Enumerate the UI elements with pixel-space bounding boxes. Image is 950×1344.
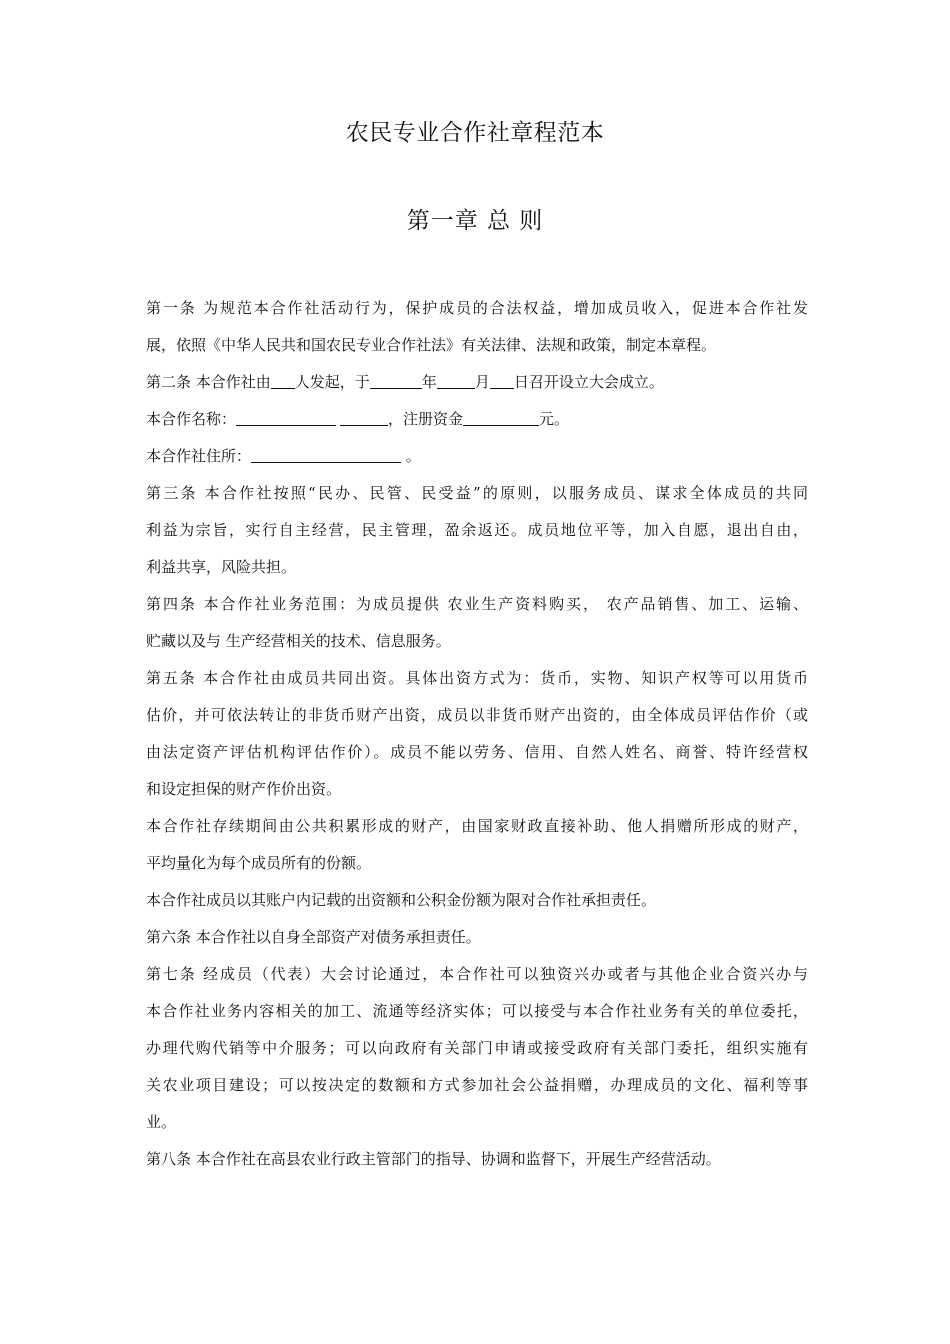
article-7-line-3: 办理代购代销等中介服务；可以向政府有关部门申请或接受政府有关部门委托，组织实施有 (146, 1039, 808, 1057)
article-2-text-c: 年 (421, 373, 437, 391)
article-3-line-2: 利益为宗旨，实行自主经营，民主管理，盈余返还。成员地位平等，加入自愿，退出自由， (146, 521, 808, 539)
article-3-line-3: 利益共享，风险共担。 (146, 558, 297, 576)
liability-paragraph: 本合作社成员以其账户内记载的出资额和公积金份额为限对合作社承担责任。 (146, 891, 657, 909)
blank-initiator-count (271, 373, 295, 389)
article-7-line-5: 业。 (146, 1113, 177, 1131)
article-3-line-1: 第三条 本合作社按照“民办、民管、民受益”的原则，以服务成员、谋求全体成员的共同 (146, 484, 808, 502)
property-paragraph-line-1: 本合作社存续期间由公共积累形成的财产，由国家财政直接补助、他人捐赠所形成的财产， (146, 817, 808, 835)
article-6-line: 第六条 本合作社以自身全部资产对债务承担责任。 (146, 928, 481, 946)
cooperative-address-label: 本合作社住所： (146, 447, 252, 465)
article-5-line-3: 由法定资产评估机构评估作价）。成员不能以劳务、信用、自然人姓名、商誉、特许经营权 (146, 743, 808, 761)
document-title: 农民专业合作社章程范本 (345, 120, 605, 146)
article-4-line-1: 第四条 本合作社业务范围：为成员提供 农业生产资料购买， 农产品销售、加工、运输、 (146, 595, 808, 613)
cooperative-name-label: 本合作名称： (146, 410, 237, 428)
article-7-line-2: 本合作社业务内容相关的加工、流通等经济实体；可以接受与本合作社业务有关的单位委托， (146, 1002, 808, 1020)
article-2-line (146, 364, 808, 401)
blank-day (490, 373, 514, 389)
cooperative-name-line (146, 401, 808, 438)
chapter-title: 第一章 总 则 (406, 208, 544, 234)
property-paragraph-line-2: 平均量化为每个成员所有的份额。 (146, 854, 372, 872)
article-7-line-1: 第七条 经成员（代表）大会讨论通过，本合作社可以独资兴办或者与其他企业合资兴办与 (146, 965, 808, 983)
document-body (146, 290, 808, 1178)
blank-cooperative-address (251, 447, 401, 463)
registered-capital-label: ，注册资金 (388, 410, 464, 428)
blank-cooperative-name-2 (340, 410, 388, 426)
registered-capital-unit: 元。 (539, 410, 570, 428)
article-2-text-d: 月 (474, 373, 490, 391)
article-1-line-2: 展，依照《中华人民共和国农民专业合作社法》有关法律、法规和政策，制定本章程。 (146, 336, 717, 354)
article-1-line-1: 第一条 为规范本合作社活动行为，保护成员的合法权益，增加成员收入，促进本合作社发 (146, 299, 808, 317)
cooperative-address-line (146, 438, 808, 475)
article-8-line: 第八条 本合作社在高县农业行政主管部门的指导、协调和监督下，开展生产经营活动。 (146, 1150, 721, 1168)
article-5-line-4: 和设定担保的财产作价出资。 (146, 780, 342, 798)
article-2-text-a: 第二条 本合作社由 (146, 373, 271, 391)
article-5-line-2: 估价，并可依法转让的非货币财产出资，成员以非货币财产出资的，由全体成员评估作价（或 (146, 706, 808, 724)
blank-year (370, 373, 422, 389)
article-7-line-4: 关农业项目建设；可以按决定的数额和方式参加社会公益捐赠，办理成员的文化、福利等事 (146, 1076, 808, 1094)
blank-month (437, 373, 475, 389)
article-2-text-b: 人发起，于 (294, 373, 370, 391)
cooperative-address-end: 。 (401, 447, 421, 465)
article-4-line-2: 贮藏以及与 生产经营相关的技术、信息服务。 (146, 632, 451, 650)
blank-registered-capital (463, 410, 539, 426)
article-2-text-e: 日召开设立大会成立。 (513, 373, 664, 391)
blank-cooperative-name (236, 410, 336, 426)
article-5-line-1: 第五条 本合作社由成员共同出资。具体出资方式为：货币，实物、知识产权等可以用货币 (146, 669, 808, 687)
